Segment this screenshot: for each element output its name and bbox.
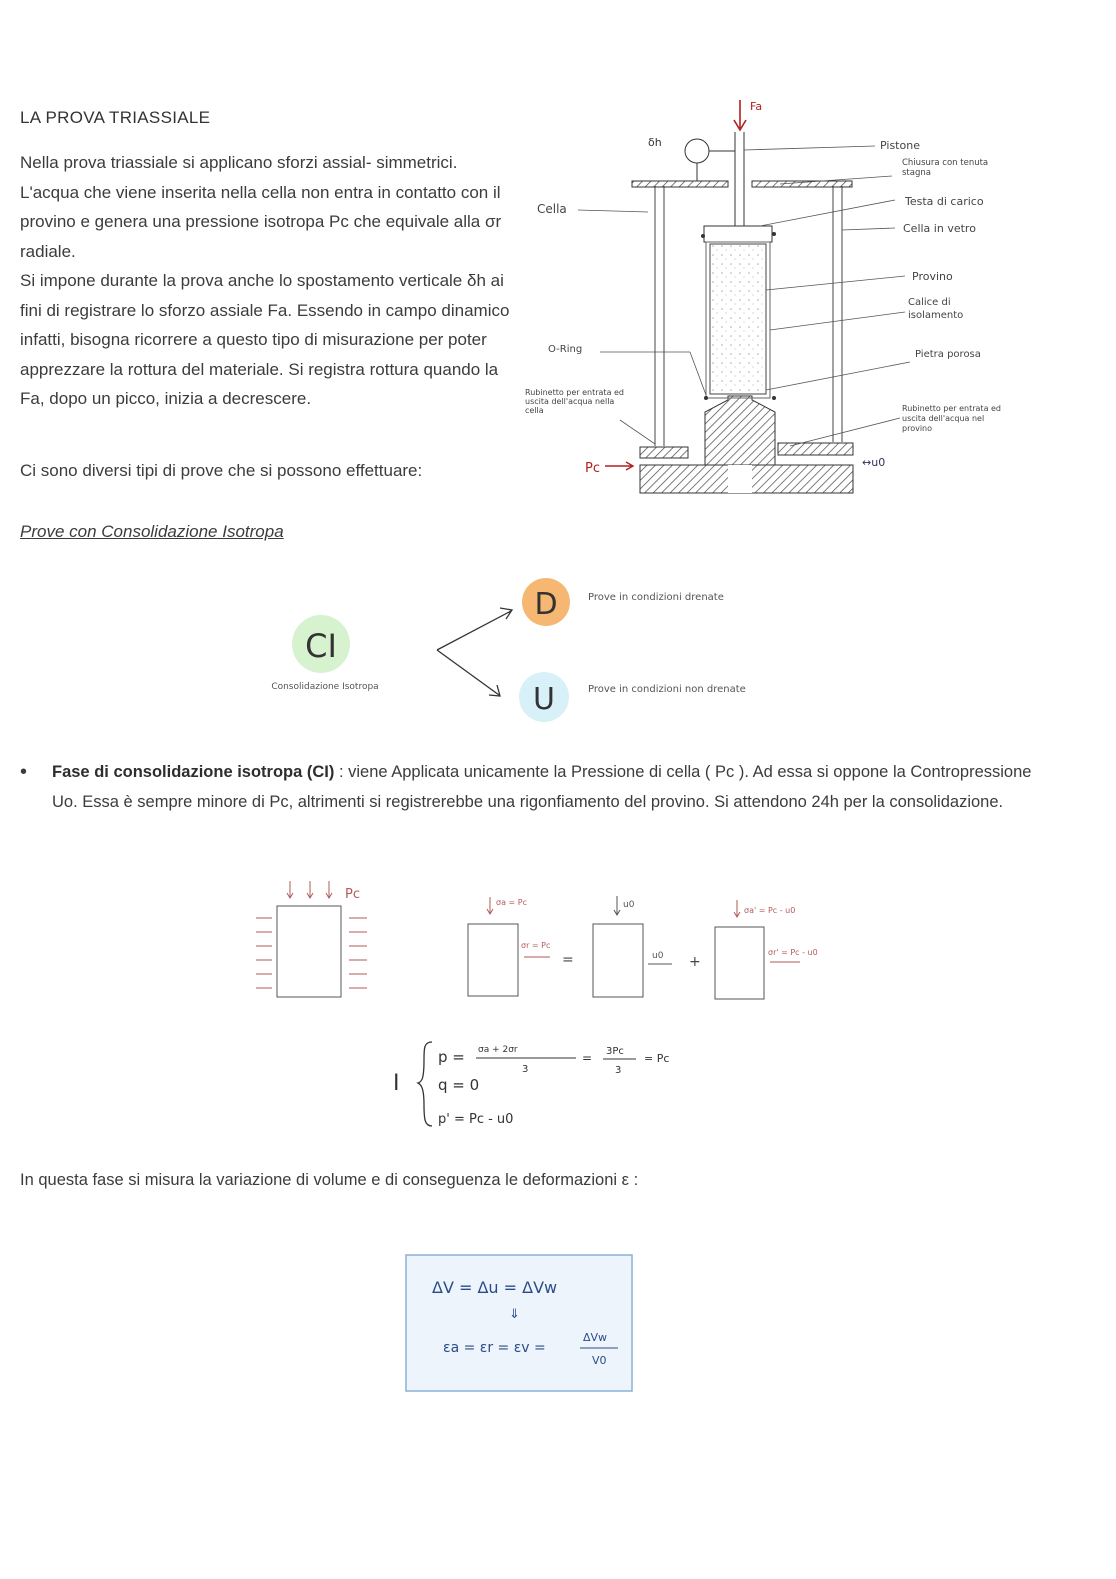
eq-q: q = 0 [438,1076,480,1094]
load-head [704,226,772,242]
consolidation-tree-diagram [270,570,770,730]
eq-p-num2: 3Pc [606,1046,624,1057]
label-provino: Provino [912,270,953,283]
u0-label: ↔u0 [862,456,886,469]
eq-p-den2: 3 [615,1065,622,1076]
formula-frac-num: ΔVw [583,1331,608,1344]
ci-label: CI [305,627,337,665]
eq-p-num: σa + 2σr [478,1045,518,1055]
top-lid-left [632,181,728,187]
label-pietra-porosa: Pietra porosa [915,349,981,360]
label-rubinetto-provino: Rubinetto per entrata ed uscita dell'acqua nel provino [902,404,1002,433]
eq-p-eq: = [582,1051,593,1065]
bullet-head: Fase di consolidazione isotropa (CI) [52,763,335,781]
b2-side-label: σr = Pc [521,941,551,950]
label-cella-in-vetro: Cella in vetro [903,222,976,235]
top-lid-right [752,181,852,187]
label-calice: Calice di isolamento [908,297,964,321]
equation-system [385,1030,705,1135]
base-left-block [640,447,688,458]
label-pistone: Pistone [880,139,920,152]
b4-top-label: σa' = Pc - u0 [744,906,796,915]
pedestal [705,396,775,465]
fa-label: Fa [750,100,763,113]
formula-line-2: εa = εr = εv = [443,1340,546,1356]
b3-side-label: u0 [652,951,664,961]
dh-label: δh [648,136,662,149]
label-chiusura: Chiusura con tenuta stagna [902,158,989,178]
stress-box-3 [593,924,643,997]
eq-p-prime: p' = Pc - u0 [438,1112,514,1127]
label-cella: Cella [537,202,567,216]
system-roman: I [393,1071,400,1096]
intro-paragraph-1: Nella prova triassiale si applicano sforzi assial- simmetrici. L'acqua che viene inserita nella cella non entra in contatto con il provino e genera una pressione isotropa Pc che equivale alla σr radiale. [20,153,502,261]
bullet-dot: • [20,761,28,783]
stress-state-diagram [240,870,840,1010]
d-label: D [534,587,558,622]
bullet-body: : viene Applicata unicamente la Pressione di cella ( Pc ). Ad essa si oppone la Contropressione Uo. Essa è sempre minore di Pc, altrimenti si registrerebbe una rigonfiamento del provino. Si attendono 24h per la consolidazione. [52,763,1032,811]
stress-box-2 [468,924,518,996]
triaxial-apparatus-diagram [520,92,1020,504]
u-label: U [533,682,555,717]
stress-eq-sign: = [562,952,574,968]
eq-p-result: = Pc [644,1052,670,1065]
formula-box-frame [406,1255,632,1391]
label-testa-di-carico: Testa di carico [905,195,984,208]
b4-side-label: σr' = Pc - u0 [768,948,818,957]
eq-p-lhs: p = [438,1048,465,1066]
volume-strain-formula-box [400,1250,640,1396]
displacement-dial [685,139,709,163]
b2-top-label: σa = Pc [496,898,527,907]
formula-line-1: ΔV = Δu = ΔVw [432,1278,558,1297]
formula-frac-den: V0 [592,1354,607,1367]
branch-arrow-u [437,650,499,695]
page-title: LA PROVA TRIASSIALE [20,108,211,127]
pc-label: Pc [585,461,600,476]
u-caption: Prove in condizioni non drenate [588,684,746,695]
d-caption: Prove in condizioni drenate [588,592,724,603]
bullet-fase-consolidazione [20,758,1060,817]
b3-top-label: u0 [623,900,635,910]
eq-p-den: 3 [522,1064,529,1075]
ci-caption: Consolidazione Isotropa [271,682,379,692]
specimen [710,244,766,394]
measure-line: In questa fase si misura la variazione di volume e di conseguenza le deformazioni ε : [20,1171,639,1189]
intro-paragraph-2: Si impone durante la prova anche lo spostamento verticale δh ai fini di registrare lo sforzo assiale Fa. Essendo in campo dinamico infatti, bisogna ricorrere a questo tipo di misurazione per poter apprezzare la rottura del materiale. Si registra rottura quando la Fa, dopo un picco, inizia a decrescere. [20,271,510,408]
types-line: Ci sono diversi tipi di prove che si possono effettuare: [20,461,423,480]
stress-plus-sign: + [689,954,701,970]
intro-text [20,148,520,414]
stress-pc-label: Pc [345,887,360,902]
subheading-consolidazione-isotropa: Prove con Consolidazione Isotropa [20,522,284,541]
branch-arrow-d [437,611,511,650]
base-right-block [778,443,853,455]
label-o-ring: O-Ring [548,344,583,355]
stress-box-total [277,906,341,997]
stress-box-effective [715,927,764,999]
label-rubinetto-cella: Rubinetto per entrata ed uscita dell'acqua nella cella [525,388,625,415]
formula-arrow: ⇓ [509,1307,520,1322]
